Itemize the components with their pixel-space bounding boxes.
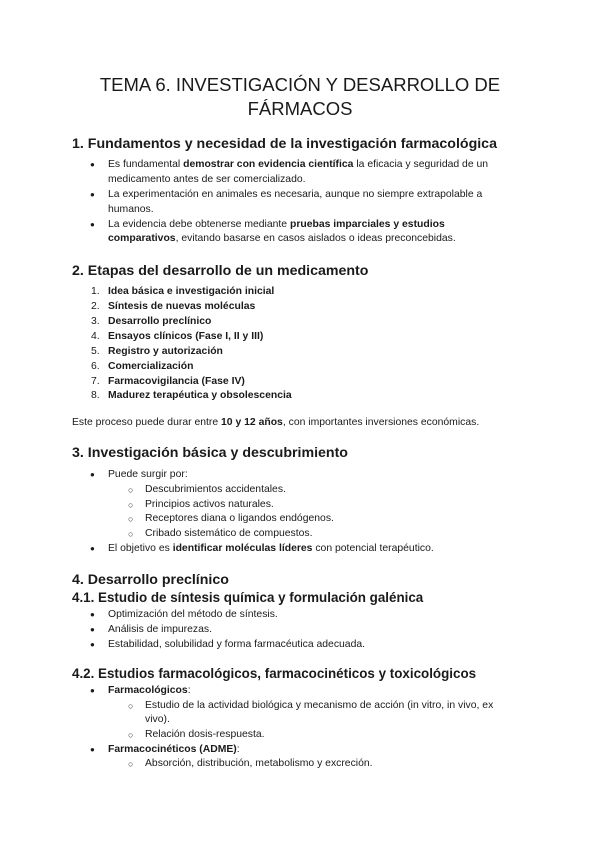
- bullet-icon: ●: [90, 610, 95, 619]
- bullet-icon: ●: [90, 470, 95, 479]
- section-4-1-heading: 4.1. Estudio de síntesis química y formulación galénica: [72, 590, 424, 605]
- stage-item: 8. Madurez terapéutica y obsolescencia: [91, 390, 292, 401]
- section-2-heading: 2. Etapas del desarrollo de un medicamento: [72, 263, 369, 279]
- s3-sub-item: Principios activos naturales.: [145, 499, 274, 510]
- bullet-icon: ●: [90, 625, 95, 634]
- hollow-bullet-icon: ○: [128, 730, 134, 740]
- s3-sub-item: Descubrimientos accidentales.: [145, 484, 286, 495]
- s4-2-pharmacokinetic-label: Farmacocinéticos (ADME):: [108, 744, 240, 755]
- stage-item: 2. Síntesis de nuevas moléculas: [91, 301, 256, 312]
- stage-item: 3. Desarrollo preclínico: [91, 316, 212, 327]
- s4-2-pharm-sub-1-line-1: Estudio de la actividad biológica y mecanismo de acción (in vitro, in vivo, ex: [145, 700, 494, 711]
- bullet-icon: ●: [90, 220, 95, 229]
- s4-2-pharmacological-label: Farmacológicos:: [108, 685, 191, 696]
- s4-2-pk-sub-1: Absorción, distribución, metabolismo y excreción.: [145, 758, 373, 769]
- bullet-icon: ●: [90, 640, 95, 649]
- section-4-heading: 4. Desarrollo preclínico: [72, 572, 229, 588]
- s1-bullet-3-line-1: La evidencia debe obtenerse mediante pruebas imparciales y estudios: [108, 219, 445, 230]
- bullet-icon: ●: [90, 544, 95, 553]
- bullet-icon: ●: [90, 190, 95, 199]
- stage-item: 4. Ensayos clínicos (Fase I, II y III): [91, 331, 264, 342]
- section-4-2-heading: 4.2. Estudios farmacológicos, farmacocinéticos y toxicológicos: [72, 666, 477, 681]
- bullet-icon: ●: [90, 745, 95, 754]
- s4-1-item: Análisis de impurezas.: [108, 624, 212, 635]
- title-line-1: TEMA 6. INVESTIGACIÓN Y DESARROLLO DE: [99, 74, 501, 95]
- stage-item: 1. Idea básica e investigación inicial: [91, 286, 275, 297]
- hollow-bullet-icon: ○: [128, 485, 134, 495]
- bullet-icon: ●: [90, 160, 95, 169]
- stage-item: 6. Comercialización: [91, 361, 194, 372]
- s1-bullet-3-line-2: comparativos, evitando basarse en casos aislados o ideas preconcebidas.: [108, 233, 456, 244]
- s4-1-item: Optimización del método de síntesis.: [108, 609, 278, 620]
- bullet-icon: ●: [90, 686, 95, 695]
- s1-bullet-2-line-1: La experimentación en animales es necesaria, aunque no siempre extrapolable a: [108, 189, 483, 200]
- s3-sub-item: Cribado sistemático de compuestos.: [145, 528, 313, 539]
- s3-bullet-1: Puede surgir por:: [108, 469, 188, 480]
- section-3-heading: 3. Investigación básica y descubrimiento: [72, 445, 348, 461]
- hollow-bullet-icon: ○: [128, 500, 134, 510]
- s1-bullet-2-line-2: humanos.: [108, 204, 154, 215]
- hollow-bullet-icon: ○: [128, 701, 134, 711]
- s1-bullet-1-line-2: medicamento antes de ser comercializado.: [108, 174, 306, 185]
- stage-item: 5. Registro y autorización: [91, 346, 223, 357]
- section-1-heading: 1. Fundamentos y necesidad de la investigación farmacológica: [72, 136, 497, 152]
- s4-2-pharm-sub-2: Relación dosis-respuesta.: [145, 729, 265, 740]
- s1-bullet-1-line-1: Es fundamental demostrar con evidencia científica la eficacia y seguridad de un: [108, 159, 489, 170]
- hollow-bullet-icon: ○: [128, 759, 134, 769]
- hollow-bullet-icon: ○: [128, 514, 134, 524]
- s4-1-item: Estabilidad, solubilidad y forma farmacéutica adecuada.: [108, 639, 366, 650]
- s3-sub-item: Receptores diana o ligandos endógenos.: [145, 513, 334, 524]
- title-line-2: FÁRMACOS: [247, 98, 353, 119]
- s4-2-pharm-sub-1-line-2: vivo).: [145, 714, 170, 725]
- document-title: [60, 73, 540, 121]
- s2-duration-note: Este proceso puede durar entre 10 y 12 años, con importantes inversiones económicas.: [72, 417, 480, 428]
- hollow-bullet-icon: ○: [128, 529, 134, 539]
- s3-bullet-2: El objetivo es identificar moléculas líderes con potencial terapéutico.: [108, 543, 434, 554]
- stage-item: 7. Farmacovigilancia (Fase IV): [91, 376, 245, 387]
